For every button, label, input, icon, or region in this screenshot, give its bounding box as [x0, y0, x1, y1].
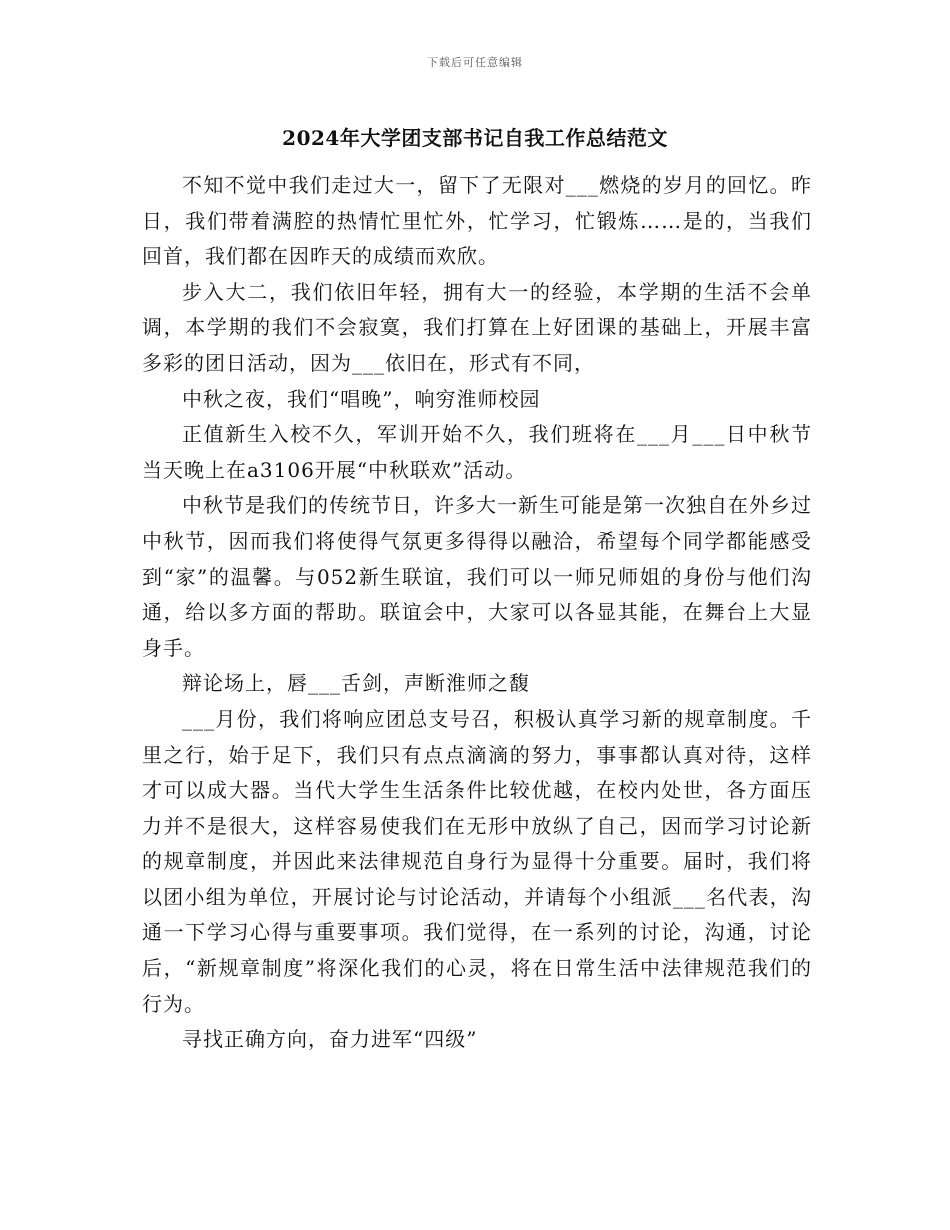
section-heading-mid-autumn: 中秋之夜，我们“唱晚”，响穷淮师校园	[182, 386, 541, 411]
paragraph-4: 中秋节是我们的传统节日，许多大一新生可能是第一次独自在外乡过中秋节，因而我们将使得气氛更多得得以融洽，希望每个同学都能感受到“家”的温馨。与052新生联谊，我们可以一师兄师姐的身份与他们沟通，给以多方面的帮助。联谊会中，大家可以各显其能，在舞台上大显身手。	[142, 493, 812, 660]
section-heading-debate: 辩论场上，唇___舌剑，声断淮师之馥	[182, 671, 530, 696]
paragraph-2: 步入大二，我们依旧年轻，拥有大一的经验，本学期的生活不会单调，本学期的我们不会寂寞，我们打算在上好团课的基础上，开展丰富多彩的团日活动，因为___依旧在，形式有不同，	[142, 279, 812, 375]
paragraph-5: ___月份，我们将响应团总支号召，积极认真学习新的规章制度。千里之行，始于足下，我们只有点点滴滴的努力，事事都认真对待，这样才可以成大器。当代大学生生活条件比较优越，在校内处世，各方面压力并不是很大，这样容易使我们在无形中放纵了自己，因而学习讨论新的规章制度，并因此来法律规范自身行为显得十分重要。届时，我们将以团小组为单位，开展讨论与讨论活动，并请每个小组派___名代表，沟通一下学习心得与重要事项。我们觉得，在一系列的讨论，沟通，讨论后，“新规章制度”将深化我们的心灵，将在日常生活中法律规范我们的行为。	[142, 706, 812, 1016]
section-heading-cet4: 寻找正确方向，奋力进军“四级”	[182, 1027, 478, 1052]
header-note: 下载后可任意编辑	[427, 56, 523, 69]
document-title: 2024年大学团支部书记自我工作总结范文	[282, 126, 668, 150]
paragraph-1: 不知不觉中我们走过大一，留下了无限对___燃烧的岁月的回忆。昨日，我们带着满腔的热情忙里忙外，忙学习，忙锻炼……是的，当我们回首，我们都在因昨天的成绩而欢欣。	[142, 173, 812, 269]
document-body	[142, 168, 812, 1058]
paragraph-3: 正值新生入校不久，军训开始不久，我们班将在___月___日中秋节当天晚上在a3106开展“中秋联欢”活动。	[142, 422, 812, 482]
